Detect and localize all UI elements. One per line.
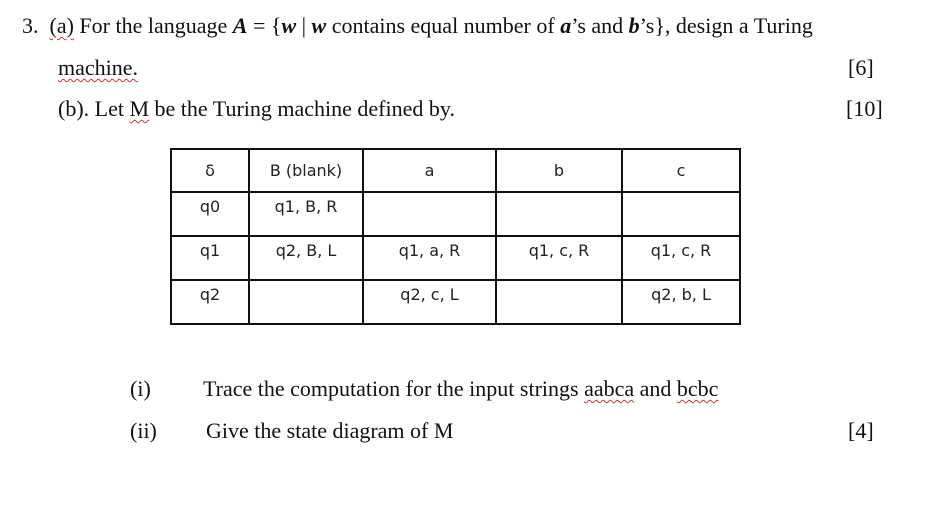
question-line-2 [58, 55, 138, 81]
table-cell: q2, c, L [363, 280, 496, 324]
and-text: ’s and [571, 13, 629, 38]
table-cell [496, 280, 622, 324]
part-a-intro: For the language [79, 13, 228, 38]
table-cell [249, 280, 363, 324]
part-a-label: (a) [49, 13, 74, 38]
transition-table [170, 148, 741, 325]
design-text: ’s}, design a Turing [639, 13, 813, 38]
sub-ii-marks: [4] [848, 418, 874, 443]
header-c: c [622, 149, 740, 192]
table-cell: q0 [171, 192, 249, 236]
sub-i-label: (i) [130, 376, 151, 401]
table-cell [622, 192, 740, 236]
table-cell: q2, b, L [622, 280, 740, 324]
symbol-b: b [628, 13, 640, 38]
part-b-line [58, 96, 455, 122]
table-row [171, 192, 740, 236]
part-b-let: Let [94, 96, 124, 121]
language-variable: A [232, 13, 248, 38]
table-cell [496, 192, 622, 236]
symbol-a: a [560, 13, 572, 38]
table-cell [363, 192, 496, 236]
table-cell: q2 [171, 280, 249, 324]
set-open: = { [247, 13, 282, 38]
sub-i-and: and [639, 376, 672, 401]
table-cell: q1 [171, 236, 249, 280]
table-cell: q1, B, R [249, 192, 363, 236]
machine-word: machine. [58, 55, 139, 80]
sub-ii-label: (ii) [130, 418, 157, 443]
table-row [171, 236, 740, 280]
header-blank: B (blank) [249, 149, 363, 192]
input-string-2: bcbc [676, 376, 719, 401]
question-number: 3. [22, 13, 39, 38]
header-a: a [363, 149, 496, 192]
header-b: b [496, 149, 622, 192]
set-var-w: w [281, 13, 297, 38]
contains-text: contains equal number of [326, 13, 561, 38]
table-cell: q1, a, R [363, 236, 496, 280]
header-delta: δ [171, 149, 249, 192]
sub-i-text: Trace the computation for the input strings [203, 376, 579, 401]
table-cell: q1, c, R [622, 236, 740, 280]
machine-M: M [129, 96, 150, 121]
part-a-marks: [6] [848, 55, 874, 80]
sub-ii-text: Give the state diagram of M [206, 418, 454, 443]
set-var-w2: w [311, 13, 327, 38]
table-cell: q1, c, R [496, 236, 622, 280]
table-row [171, 280, 740, 324]
table-header-row [171, 149, 740, 192]
part-b-label: (b). [58, 96, 90, 121]
set-bar: | [296, 13, 312, 38]
part-b-text: be the Turing machine defined by. [154, 96, 455, 121]
sub-i-line [203, 376, 718, 402]
question-line-1 [22, 13, 813, 39]
table-cell: q2, B, L [249, 236, 363, 280]
part-b-marks: [10] [846, 96, 883, 121]
input-string-1: aabca [584, 376, 635, 401]
